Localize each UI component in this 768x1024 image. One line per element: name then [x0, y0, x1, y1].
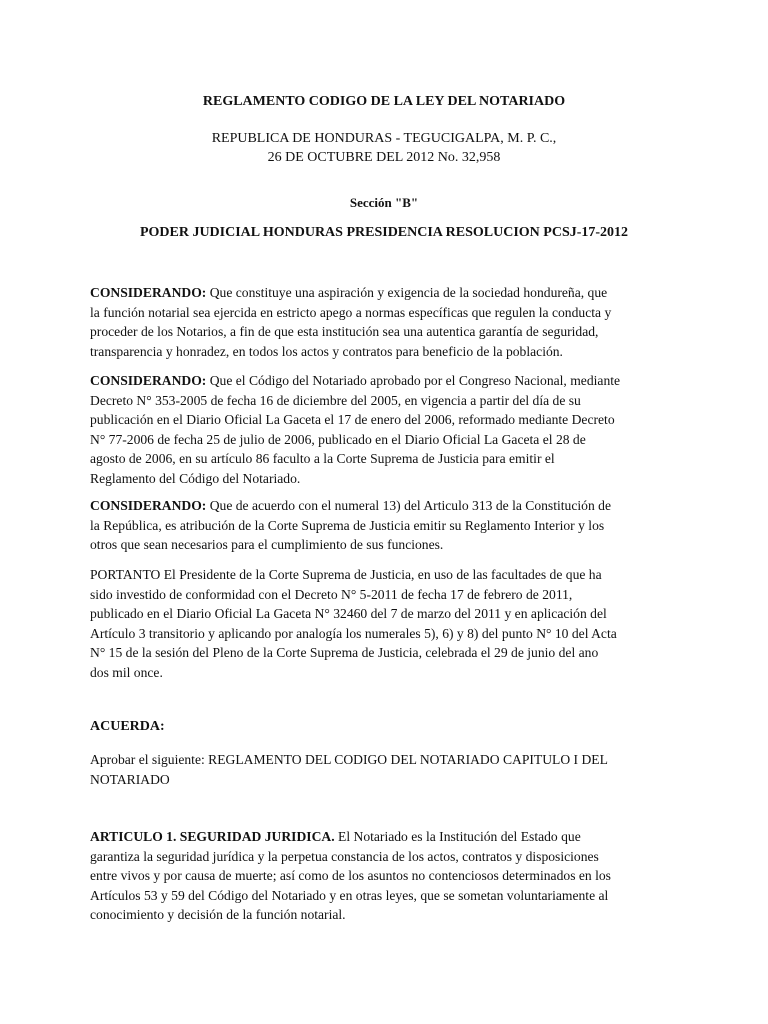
considerando-paragraph-2	[90, 371, 686, 489]
aprobar-paragraph	[90, 750, 686, 789]
resolution-heading: PODER JUDICIAL HONDURAS PRESIDENCIA RESOLUCION PCSJ-17-2012	[139, 225, 629, 240]
paragraph-line: proceder de los Notarios, a fin de que esta institución sea una autentica garantía de seguridad,	[90, 324, 599, 340]
paragraph-text: Que constituye una aspiración y exigencia de la sociedad hondureña, que	[206, 285, 608, 300]
paragraph-line: agosto de 2006, en su artículo 86 faculto a la Corte Suprema de Justicia para emitir el	[90, 451, 555, 467]
articulo-label: ARTICULO 1. SEGURIDAD JURIDICA.	[90, 829, 335, 844]
paragraph-text: El Notariado es la Institución del Estado que	[334, 829, 581, 844]
document-title: REGLAMENTO CODIGO DE LA LEY DEL NOTARIADO	[202, 94, 566, 109]
date-number-line: 26 DE OCTUBRE DEL 2012 No. 32,958	[267, 150, 501, 165]
paragraph-line: entre vivos y por causa de muerte; así como de los asuntos no contenciosos determinados en los	[90, 868, 611, 884]
paragraph-line: PORTANTO El Presidente de la Corte Suprema de Justicia, en uso de las facultades de que ha	[90, 567, 602, 582]
paragraph-line: Artículo 3 transitorio y aplicando por analogía los numerales 5), 6) y 8) del punto N° 10 del Acta	[90, 625, 617, 641]
articulo-1-paragraph	[90, 827, 686, 925]
paragraph-line: N° 15 de la sesión del Pleno de la Corte Suprema de Justicia, celebrada el 29 de junio del ano	[90, 645, 599, 661]
paragraph-line	[90, 827, 686, 847]
paragraph-line: Artículos 53 y 59 del Código del Notariado y en otras leyes, que se sometan voluntariamente al	[90, 887, 609, 903]
paragraph-line: dos mil once.	[90, 664, 163, 680]
paragraph-line	[90, 371, 686, 391]
paragraph-line: otros que sean necesarios para el cumplimiento de sus funciones.	[90, 537, 444, 553]
considerando-label: CONSIDERANDO:	[90, 373, 207, 388]
portanto-paragraph	[90, 565, 686, 683]
considerando-label: CONSIDERANDO:	[90, 498, 207, 513]
paragraph-line: sido investido de conformidad con el Decreto N° 5-2011 de fecha 17 de febrero de 2011,	[90, 586, 573, 602]
paragraph-line: publicación en el Diario Oficial La Gaceta el 17 de enero del 2006, reformado mediante Decreto	[90, 412, 615, 428]
paragraph-line: N° 77-2006 de fecha 25 de julio de 2006, publicado en el Diario Oficial La Gaceta el 28 de	[90, 431, 586, 447]
paragraph-line: garantiza la seguridad jurídica y la perpetua constancia de los actos, contratos y disposiciones	[90, 848, 599, 864]
paragraph-text: Que el Código del Notariado aprobado por el Congreso Nacional, mediante	[206, 373, 621, 388]
paragraph-line: Reglamento del Código del Notariado.	[90, 470, 301, 486]
paragraph-line: la función notarial sea ejercida en estricto apego a normas específicas que regulen la conducta y	[90, 304, 612, 320]
paragraph-line: conocimiento y decisión de la función notarial.	[90, 907, 346, 923]
considerando-label: CONSIDERANDO:	[90, 285, 207, 300]
paragraph-line: la República, es atribución de la Corte Suprema de Justicia emitir su Reglamento Interior y los	[90, 517, 605, 533]
paragraph-line: transparencia y honradez, en todos los actos y contratos para beneficio de la población.	[90, 343, 563, 359]
republic-line: REPUBLICA DE HONDURAS - TEGUCIGALPA, M. P. C.,	[211, 131, 557, 146]
considerando-paragraph-3	[90, 496, 686, 555]
considerando-paragraph-1	[90, 283, 686, 361]
acuerda-heading: ACUERDA:	[90, 719, 165, 734]
republic-header	[0, 129, 768, 167]
paragraph-line: Aprobar el siguiente: REGLAMENTO DEL CODIGO DEL NOTARIADO CAPITULO I DEL	[90, 752, 608, 767]
paragraph-line: Decreto N° 353-2005 de fecha 16 de diciembre del 2005, en vigencia a partir del día de su	[90, 392, 581, 408]
paragraph-line	[90, 283, 686, 303]
paragraph-line: publicado en el Diario Oficial La Gaceta N° 32460 del 7 de marzo del 2011 y en aplicación del	[90, 606, 607, 622]
paragraph-line	[90, 496, 686, 516]
paragraph-text: Que de acuerdo con el numeral 13) del Articulo 313 de la Constitución de	[206, 498, 611, 513]
section-heading: Sección "B"	[349, 195, 419, 210]
paragraph-line: NOTARIADO	[90, 771, 170, 787]
